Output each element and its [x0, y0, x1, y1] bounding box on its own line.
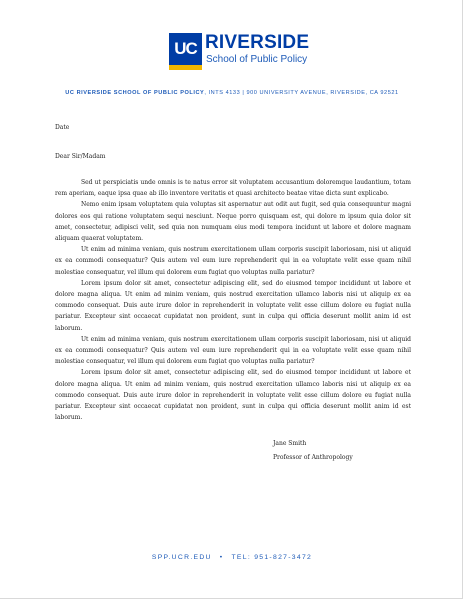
- logo-name: RIVERSIDE: [205, 32, 310, 53]
- paragraph-3: Ut enim ad minima veniam, quis nostrum exercitationem ullam corporis suscipit laboriosam, nisi ut aliquid ex ea commodi consequatur? Quis autem vel eum iure reprehenderit qui in ea voluptate velit esse quam nihil molestiae consequatur, vel illum qui dolorem eum fugiat quo voluptas nulla pariatur?: [55, 246, 411, 276]
- uc-logo-mark: [169, 33, 202, 66]
- footer-website-link[interactable]: SPP.UCR.EDU: [151, 554, 212, 561]
- signer-title: Professor of Anthropology: [273, 454, 353, 461]
- logo-subtitle: School of Public Policy: [206, 54, 308, 65]
- paragraph-1: Sed ut perspiciatis unde omnis is te natus error sit voluptatem accusantium doloremque laudantium, totam rem aperiam, eaque ipsa quae ab illo inventore veritatis et quasi architecto beatae vitae dicta sunt explicabo.: [55, 179, 411, 198]
- logo-mark-text: UC: [174, 39, 197, 58]
- letter-salutation: Dear Sir/Madam: [55, 153, 106, 160]
- footer-separator: •: [219, 554, 224, 561]
- logo-wordmark: [205, 33, 309, 66]
- paragraph-4: Lorem ipsum dolor sit amet, consectetur adipiscing elit, sed do eiusmod tempor incididunt ut labore et dolore magna aliqua. Ut enim ad minim veniam, quis nostrud exercitation ullamco laboris nisi ut aliquip ex ea commodo consequat. Duis aute irure dolor in reprehenderit in voluptate velit esse cillum dolore eu fugiat nulla pariatur. Excepteur sint occaecat cupidatat non proident, sunt in culpa qui officia deserunt mollit anim id est laborum.: [55, 279, 411, 332]
- signer-name: Jane Smith: [273, 440, 307, 447]
- letter-footer: [0, 554, 464, 561]
- letter-paragraphs: [55, 177, 411, 423]
- paragraph-2: Nemo enim ipsam voluptatem quia voluptas sit aspernatur aut odit aut fugit, sed quia consequuntur magni dolores eos qui ratione voluptatem sequi nesciunt. Neque porro quisquam est, qui dolore m ipsum quia dolor sit amet, consectetur, adipisci velit, sed quia non numquam eius modi tempora incidunt ut labore et dolore magnam aliquam quaerat voluptatem.: [55, 201, 411, 243]
- address-details: , INTS 4133 | 900 UNIVERSITY AVENUE, RIVERSIDE, CA 92521: [204, 90, 399, 96]
- logo-gold-bar: [169, 65, 202, 70]
- footer-phone: TEL: 951-827-3472: [231, 554, 313, 561]
- paragraph-5: Ut enim ad minima veniam, quis nostrum exercitationem ullam corporis suscipit laboriosam, nisi ut aliquid ex ea commodi consequatur? Quis autem vel eum iure reprehenderit qui in ea voluptate velit esse quam nihil molestiae consequatur, vel illum qui dolorem eum fugiat quo voluptas nulla pariatur?: [55, 335, 411, 366]
- signature-block: [273, 437, 353, 465]
- paragraph-6: Lorem ipsum dolor sit amet, consectetur adipiscing elit, sed do eiusmod tempor incididunt ut labore et dolore magna aliqua. Ut enim ad minim veniam, quis nostrud exercitation ullamco laboris nisi ut aliquip ex ea commodo consequat. Duis aute irure dolor in reprehenderit in voluptate velit esse cillum dolore eu fugiat nulla pariatur. Excepteur sint occaecat cupidatat non proident, sunt in culpa qui officia deserunt mollit anim id est laborum.: [55, 369, 411, 422]
- letterhead-address: [0, 90, 464, 96]
- letter-date: Date: [55, 124, 70, 131]
- address-org: UC RIVERSIDE SCHOOL OF PUBLIC POLICY: [65, 90, 205, 96]
- ucr-logo: [169, 33, 309, 69]
